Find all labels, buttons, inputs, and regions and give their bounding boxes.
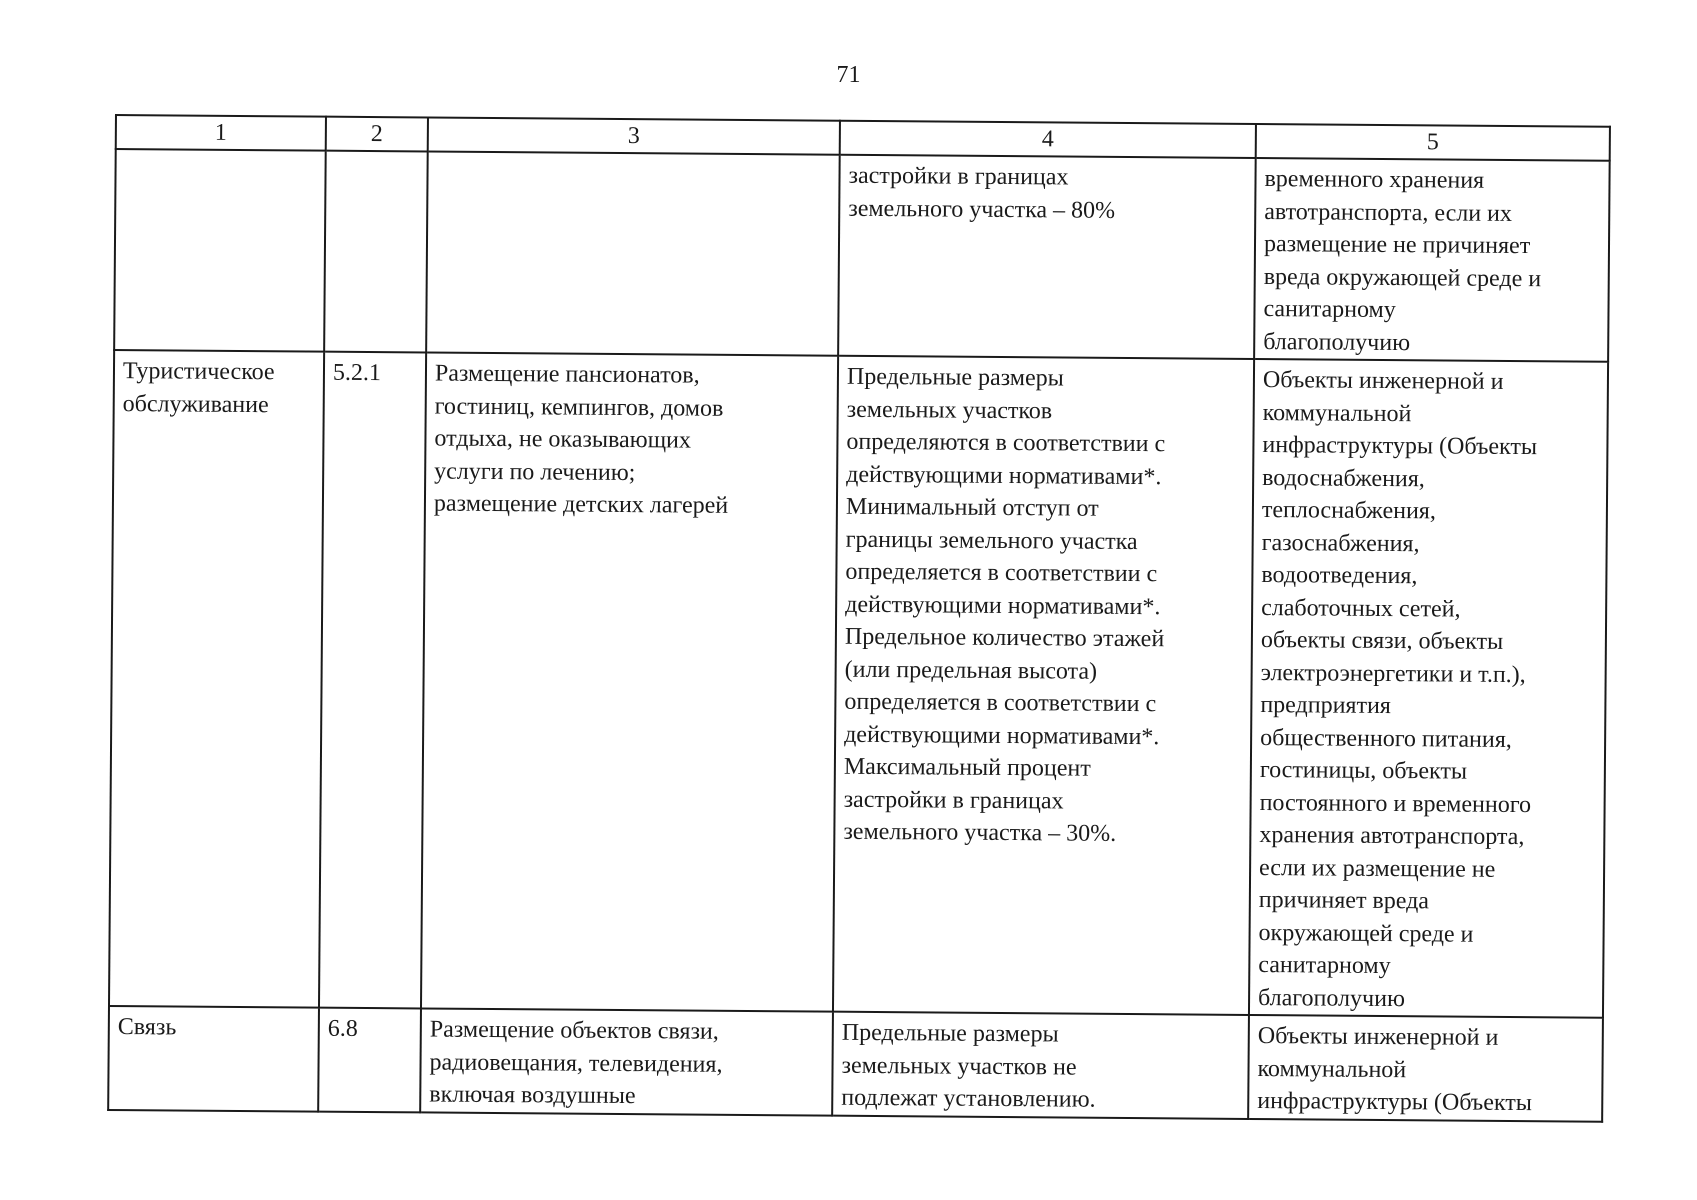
cell-auxiliary-uses: Объекты инженерной и коммунальной инфраструктуры (Объекты bbox=[1248, 1015, 1603, 1121]
regulations-table bbox=[107, 114, 1611, 1122]
cell-code bbox=[324, 151, 428, 353]
cell-use-type: Туристическое обслуживание bbox=[109, 350, 324, 1008]
cell-auxiliary-uses: Объекты инженерной и коммунальной инфраструктуры (Объекты водоснабжения, теплоснабжения, газоснабжения, водоотведения, слаботочных сетей, объекты связи, объекты электроэнергетики и т.п.), предприятия общественного питания, гостиницы, объекты постоянного и временного хранения автотранспорта, если их размещение не причиняет вреда окружающей среде и санитарному благополучию bbox=[1249, 359, 1608, 1018]
cell-code: 5.2.1 bbox=[319, 352, 426, 1009]
cell-parameters: застройки в границах земельного участка – 80% bbox=[838, 155, 1256, 359]
header-cell: 4 bbox=[840, 121, 1256, 158]
cell-parameters: Предельные размеры земельных участков определяются в соответствии с действующими нормативами*. Минимальный отступ от границы земельного участка определяется в соответствии с действующими нормативами*. Предельное количество этажей (или предельная высота) определяется в соответствии с действующими нормативами*. Максимальный процент застройки в границах земельного участка – 30%. bbox=[833, 356, 1254, 1015]
cell-auxiliary-uses: временного хранения автотранспорта, если их размещение не причиняет вреда окружающей среде и санитарному благополучию bbox=[1254, 158, 1610, 362]
cell-description: Размещение пансионатов, гостиниц, кемпингов, домов отдыха, не оказывающих услуги по лечению; размещение детских лагерей bbox=[421, 352, 838, 1011]
header-cell: 1 bbox=[116, 115, 326, 151]
cell-code: 6.8 bbox=[318, 1008, 421, 1112]
cell-description: Размещение объектов связи, радиовещания, телевидения, включая воздушные bbox=[420, 1008, 833, 1115]
header-cell: 2 bbox=[326, 117, 428, 152]
cell-use-type bbox=[114, 149, 326, 352]
table-row bbox=[114, 149, 1610, 362]
header-cell: 3 bbox=[428, 117, 840, 154]
cell-parameters: Предельные размеры земельных участков не подлежат установлению. bbox=[832, 1012, 1249, 1119]
table-row bbox=[109, 350, 1608, 1018]
page-number: 71 bbox=[836, 62, 861, 88]
cell-description bbox=[426, 151, 840, 355]
table-row bbox=[108, 1006, 1603, 1121]
header-cell: 5 bbox=[1256, 124, 1610, 161]
cell-use-type: Связь bbox=[108, 1006, 319, 1111]
